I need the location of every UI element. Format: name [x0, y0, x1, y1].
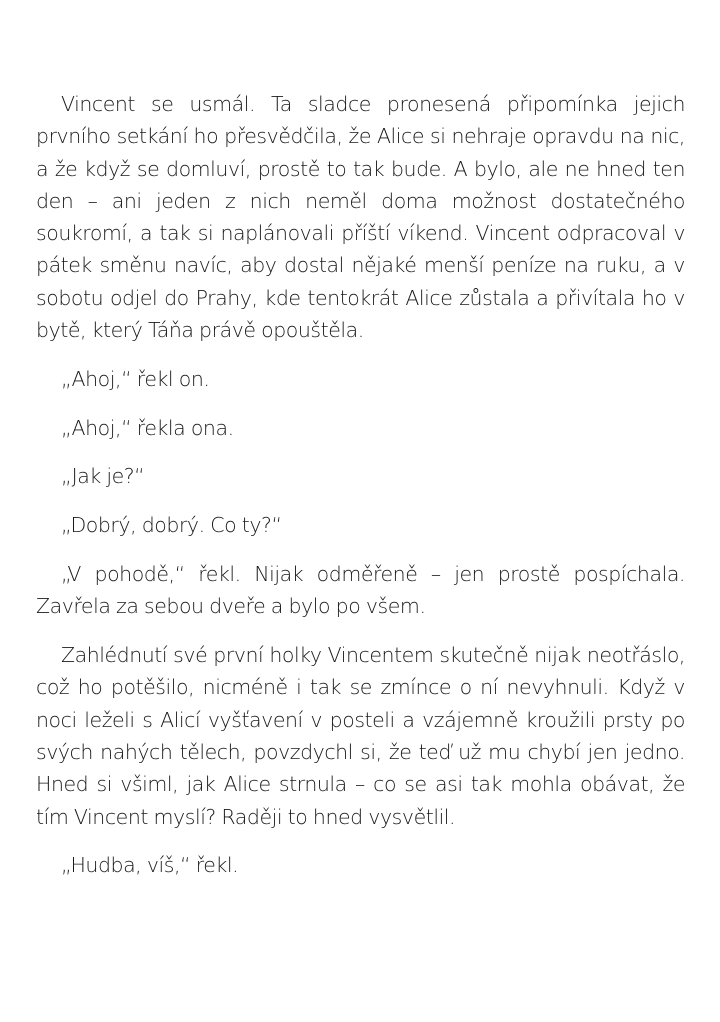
dialogue-line-1: „Ahoj,“ řekl on. — [61, 366, 210, 391]
paragraph-2: „V pohodě,“ řekl. Nijak odměřeně – jen prostě pospíchala. Zavřela za sebou dveře a bylo po všem. — [36, 562, 685, 619]
dialogue-line-5: „Hudba, víš,“ řekl. — [61, 853, 239, 878]
dialogue-line-2: „Ahoj,“ řekla ona. — [61, 415, 234, 440]
dialogue-line-3: „Jak je?“ — [61, 464, 145, 489]
book-page — [36, 88, 685, 898]
paragraph-1: Vincent se usmál. Ta sladce pronesená připomínka jejich prvního setkání ho přesvědčila, že Alice si nehraje opravdu na nic, a že když se domluví, prostě to tak bude. A bylo, ale ne hned ten den – ani jeden z nich neměl doma možnost dostatečného soukromí, a tak si naplánovali příští víkend. Vincent odpracoval v pátek směnu navíc, aby dostal nějaké menší peníze na ruku, a v sobotu odjel do Prahy, kde tentokrát Alice zůstala a přivítala ho v bytě, který Táňa právě opouštěla. — [36, 92, 685, 343]
paragraph-3: Zahlédnutí své první holky Vincentem skutečně nijak neotřáslo, což ho potěšilo, nicméně i tak se zmínce o ní nevyhnuli. Když v noci leželi s Alicí vyšťavení v posteli a vzájemně kroužili prsty po svých nahých tělech, povzdychl si, že teď už mu chybí jen jedno. Hned si všiml, jak Alice strnula – co se asi tak mohla obávat, že tím Vincent myslí? Raději to hned vysvětlil. — [36, 643, 685, 829]
dialogue-line-4: „Dobrý, dobrý. Co ty?“ — [61, 513, 282, 538]
